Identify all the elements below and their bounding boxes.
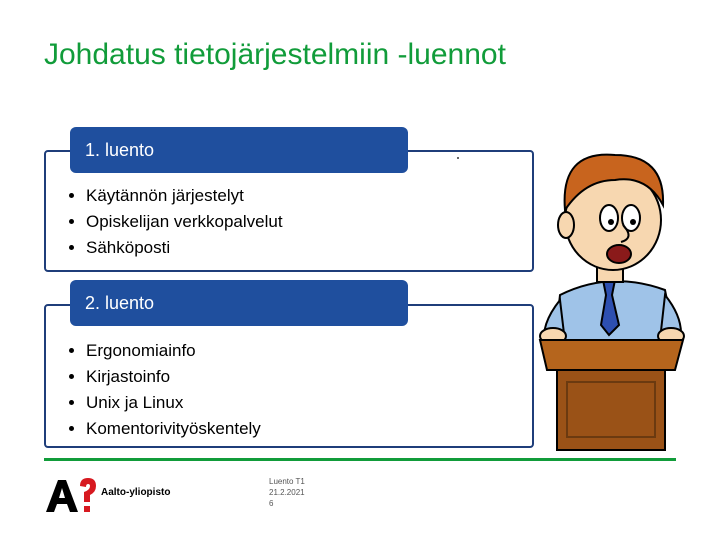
list-item: • Kirjastoinfo: [86, 364, 261, 390]
footer-info: [269, 476, 305, 509]
list-item: • Ergonomiainfo: [86, 338, 261, 364]
slide-title: Johdatus tietojärjestelmiin -luennot: [44, 38, 506, 71]
footer-date: 21.2.2021: [269, 488, 305, 497]
footer-lecture: Luento T1: [269, 477, 305, 486]
section-1-list: [54, 183, 283, 261]
aalto-logo-icon: [44, 478, 96, 514]
list-item: • Komentorivityöskentely: [86, 416, 261, 442]
list-item: • Unix ja Linux: [86, 390, 261, 416]
footer-divider: [44, 458, 676, 461]
stray-dot: [457, 157, 459, 159]
section-2-heading: 2. luento: [70, 280, 408, 326]
list-item: • Sähköposti: [86, 235, 283, 261]
footer-page-number: 6: [269, 499, 274, 508]
list-item: • Käytännön järjestelyt: [86, 183, 283, 209]
section-2-list: [54, 338, 261, 442]
list-item: • Opiskelijan verkkopalvelut: [86, 209, 283, 235]
presenter-illustration-icon: [535, 130, 685, 455]
section-1-heading: 1. luento: [70, 127, 408, 173]
logo-text: Aalto-yliopisto: [101, 487, 171, 498]
